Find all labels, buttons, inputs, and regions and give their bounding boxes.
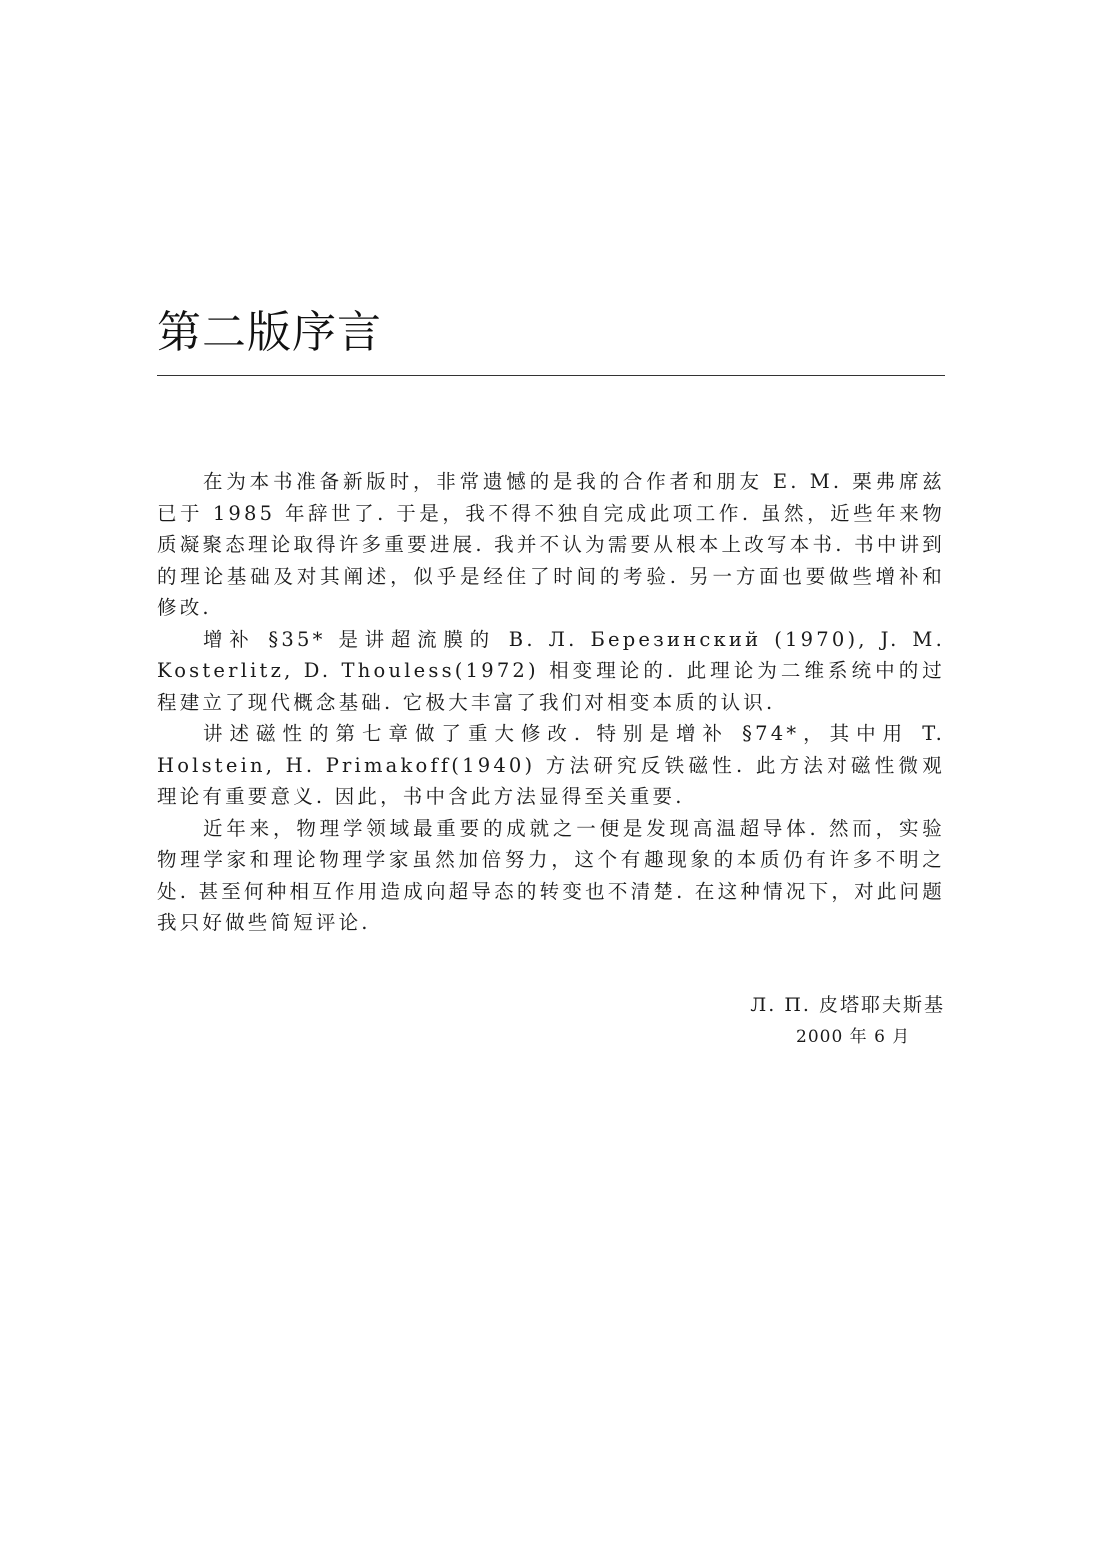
preface-body: [157, 466, 945, 939]
signature-date: 2000 年 6 月: [796, 1027, 911, 1047]
author-signature: Л. П. 皮塔耶夫斯基: [750, 994, 945, 1016]
paragraph-1: 在为本书准备新版时，非常遗憾的是我的合作者和朋友 E. M. 栗弗席兹已于 1985 年辞世了. 于是，我不得不独自完成此项工作. 虽然，近些年来物质凝聚态理论取得许多重要进展. 我并不认为需要从根本上改写本书. 书中讲到的理论基础及对其阐述，似乎是经住了时间的考验. 另一方面也要做些增补和修改.: [157, 470, 945, 619]
paragraph-2: 增补 §35* 是讲超流膜的 В. Л. Березинский (1970), J. M. Kosterlitz, D. Thouless(1972) 相变理论的. 此理论为二维系统中的过程建立了现代概念基础. 它极大丰富了我们对相变本质的认识.: [157, 627, 945, 714]
paragraph-4: 近年来，物理学领域最重要的成就之一便是发现高温超导体. 然而，实验物理学家和理论物理学家虽然加倍努力，这个有趣现象的本质仍有许多不明之处. 甚至何种相互作用造成向超导态的转变也不清楚. 在这种情况下，对此问题我只好做些简短评论.: [157, 816, 945, 934]
page-title: 第二版序言: [157, 307, 382, 358]
title-divider: [157, 375, 945, 376]
paragraph-3: 讲述磁性的第七章做了重大修改. 特别是增补 §74*，其中用 T. Holstein, H. Primakoff(1940) 方法研究反铁磁性. 此方法对磁性微观理论有重要意义. 因此，书中含此方法显得至关重要.: [157, 722, 945, 808]
